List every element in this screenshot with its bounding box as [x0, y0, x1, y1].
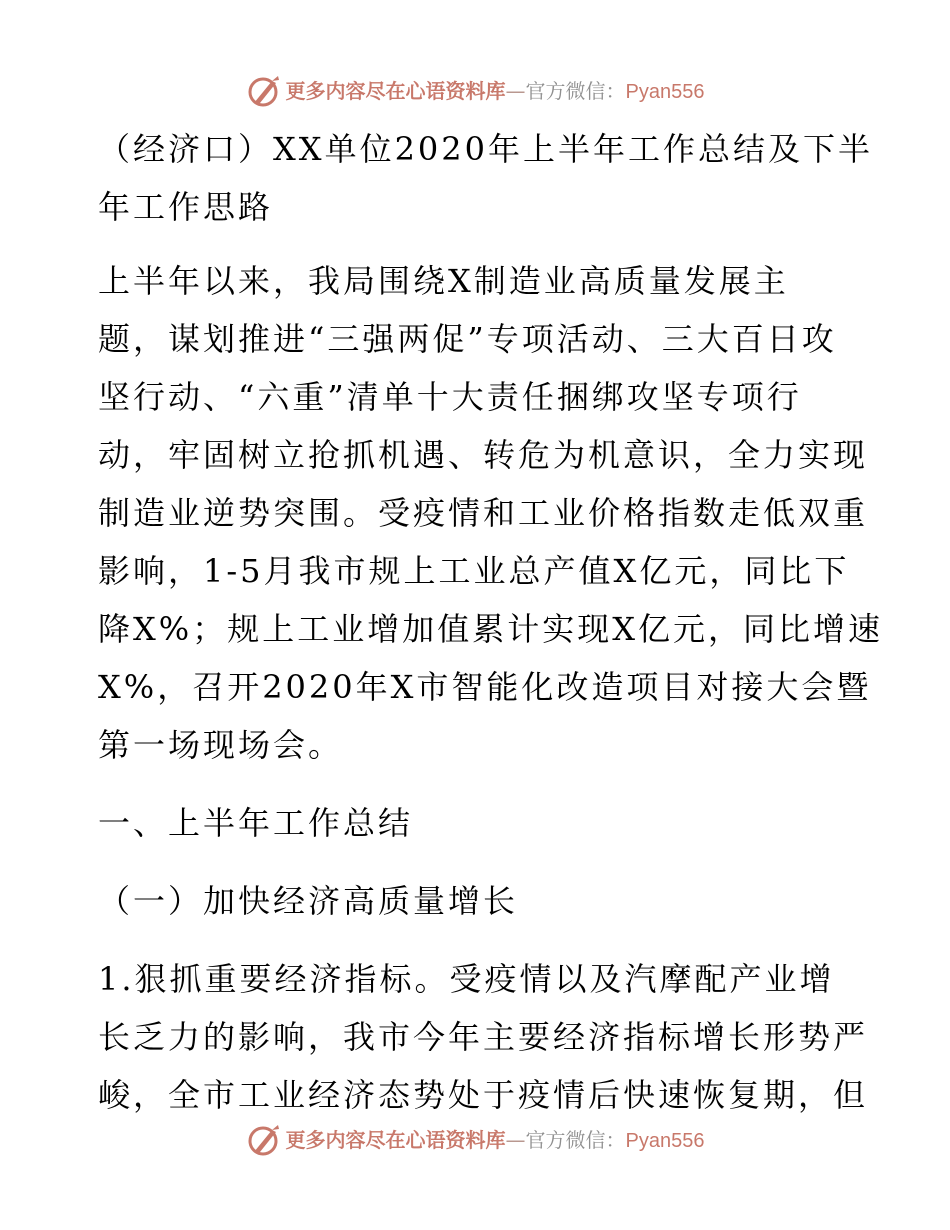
spacer	[98, 236, 850, 252]
title-line: 年工作思路	[98, 188, 274, 226]
spacer	[98, 774, 850, 794]
paragraph-line: 上半年以来，我局围绕X制造业高质量发展主	[98, 262, 789, 300]
watermark-separator: —	[505, 1127, 526, 1152]
watermark-wechat-label: 官方微信：	[525, 1127, 626, 1152]
paragraph-line: 长乏力的影响，我市今年主要经济指标增长形势严	[98, 1018, 869, 1056]
watermark-text	[286, 1120, 705, 1161]
paragraph-line: 题，谋划推进“三强两促”专项活动、三大百日攻	[98, 320, 837, 358]
watermark-site-name: 更多内容尽在心语资料库	[285, 78, 506, 103]
paragraph-line: X%，召开2020年X市智能化改造项目对接大会暨	[98, 668, 872, 706]
header-watermark	[0, 71, 950, 111]
paragraph-line: 峻，全市工业经济态势处于疫情后快速恢复期，但	[98, 1076, 869, 1114]
watermark-account: Pyan556	[625, 1129, 705, 1152]
paragraph-line: 1.狠抓重要经济指标。受疫情以及汽摩配产业增	[98, 960, 835, 998]
paragraph-line: 坚行动、“六重”清单十大责任捆绑攻坚专项行	[98, 378, 802, 416]
paragraph-line: 降X%；规上工业增加值累计实现X亿元，同比增速	[98, 610, 883, 648]
paragraph-line: 动，牢固树立抢抓机遇、转危为机意识，全力实现	[98, 436, 869, 474]
watermark-text	[286, 71, 705, 112]
paragraph-line: 影响，1-5月我市规上工业总产值X亿元，同比下	[98, 552, 850, 590]
footer-watermark	[0, 1120, 950, 1160]
spacer	[98, 852, 850, 872]
watermark-separator: —	[505, 78, 526, 103]
watermark-account: Pyan556	[625, 80, 705, 103]
section-heading: 一、上半年工作总结	[98, 804, 414, 842]
paragraph-line: 第一场现场会。	[98, 726, 344, 764]
title-line: （经济口）XX单位2020年上半年工作总结及下半	[98, 130, 874, 168]
paragraph-line: 制造业逆势突围。受疫情和工业价格指数走低双重	[98, 494, 869, 532]
document-body	[98, 120, 883, 1124]
quill-circle-logo-icon	[246, 1122, 282, 1158]
subsection-heading: （一）加快经济高质量增长	[98, 882, 519, 920]
watermark-site-name: 更多内容尽在心语资料库	[285, 1127, 506, 1152]
spacer	[98, 930, 850, 950]
quill-circle-logo-icon	[246, 73, 282, 109]
watermark-wechat-label: 官方微信：	[525, 78, 626, 103]
